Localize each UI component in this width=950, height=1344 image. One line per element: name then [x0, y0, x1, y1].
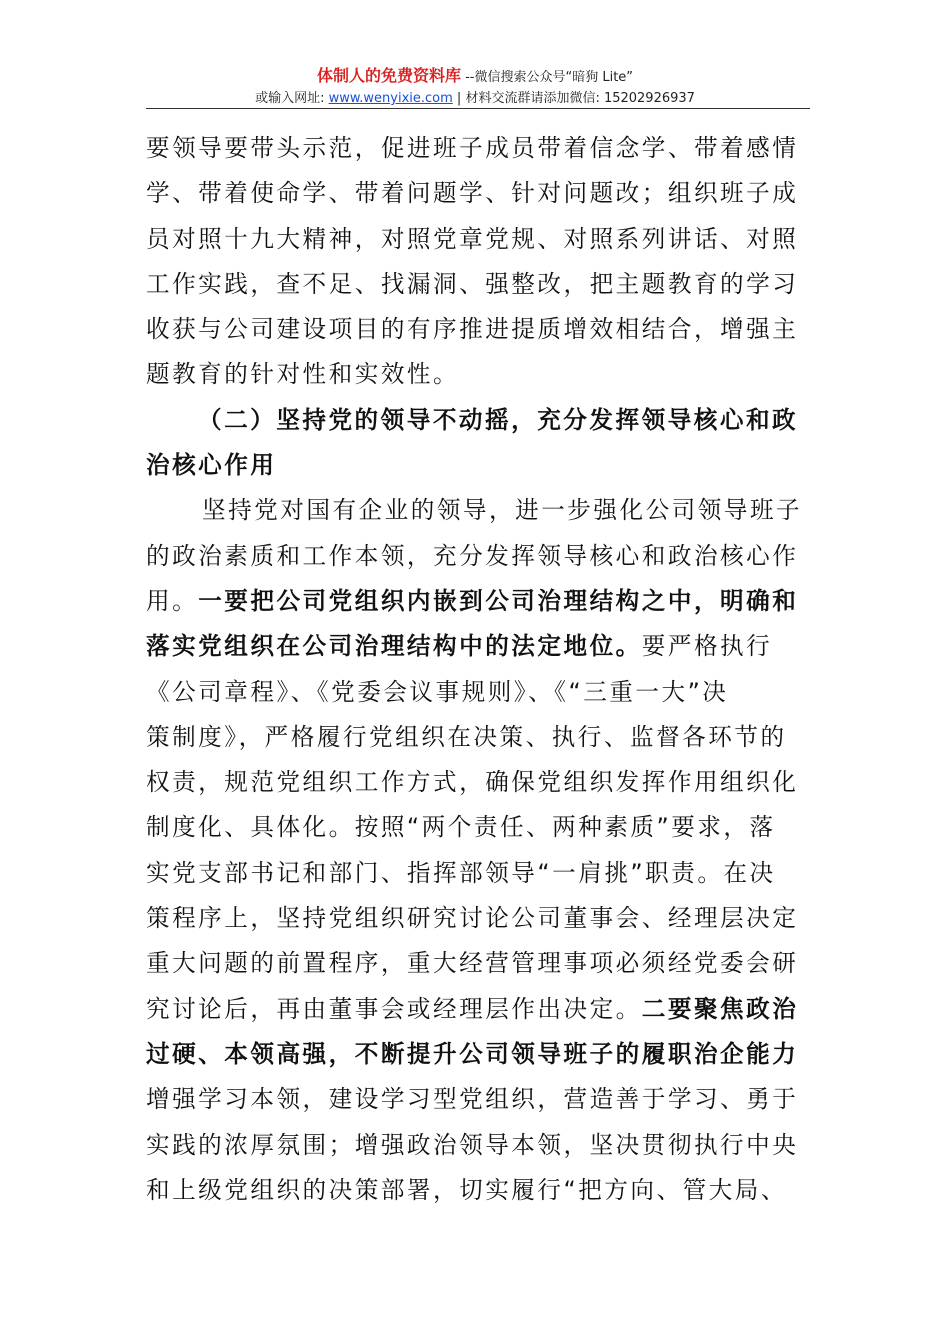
text-line: 的政治素质和工作本领，充分发挥领导核心和政治核心作: [146, 541, 799, 570]
text-line: 坚持党对国有企业的领导，进一步强化公司领导班子: [202, 496, 803, 525]
text-line-mixed: [146, 624, 806, 669]
header-divider: [146, 108, 810, 109]
text-normal: 要严格执行: [641, 632, 773, 661]
text-line: 收获与公司建设项目的有序推进提质增效相结合，增强主: [146, 315, 799, 344]
page-header: [0, 66, 950, 108]
text-line: 增强学习本领，建设学习型党组织，营造善于学习、勇于: [146, 1085, 799, 1114]
text-normal: 究讨论后，再由董事会或经理层作出决定。: [146, 994, 642, 1023]
text-line: 策程序上，坚持党组织研究讨论公司董事会、经理层决定: [146, 904, 799, 933]
text-line-mixed: [146, 579, 806, 624]
site-url-link[interactable]: www.wenyixie.com: [328, 91, 453, 106]
text-bold: 一要把公司党组织内嵌到公司治理结构之中，明确和: [198, 586, 799, 615]
text-line: 策制度》，严格履行党组织在决策、执行、监督各环节的: [146, 722, 787, 751]
text-line: 重大问题的前置程序，重大经营管理事项必须经党委会研: [146, 949, 799, 978]
text-line: 学、带着使命学、带着问题学、针对问题改；组织班子成: [146, 179, 799, 208]
header-title-line: [0, 66, 950, 88]
text-line: 实党支部书记和部门、指挥部领导“一肩挑”职责。在决: [146, 858, 776, 887]
text-line: 员对照十九大精神，对照党章党规、对照系列讲话、对照: [146, 224, 799, 253]
text-line: 制度化、具体化。按照“两个责任、两种素质”要求，落: [146, 813, 776, 842]
section-heading-cont: 治核心作用: [146, 451, 277, 480]
text-bold: 二要聚焦政治: [641, 994, 799, 1023]
text-line: 和上级党组织的决策部署，切实履行“把方向、管大局、: [146, 1175, 787, 1204]
url-prefix: 或输入网址:: [255, 91, 329, 106]
text-line: 权责，规范党组织工作方式，确保党组织发挥作用组织化: [146, 768, 799, 797]
text-line: 实践的浓厚氛围；增强政治领导本领，坚决贯彻执行中央: [146, 1130, 799, 1159]
text-line: 题教育的针对性和实效性。: [146, 360, 460, 389]
text-line: 《公司章程》、《党委会议事规则》、《“三重一大”决: [146, 677, 729, 706]
section-heading: （二）坚持党的领导不动摇，充分发挥领导核心和政: [198, 405, 799, 434]
site-name: 体制人的免费资料库: [316, 66, 461, 85]
text-bold: 落实党组织在公司治理结构中的法定地位。: [146, 632, 642, 661]
contact-info: | 材料交流群请添加微信: 15202926937: [452, 91, 695, 106]
document-body: [146, 126, 806, 1213]
header-contact-line: [0, 90, 950, 108]
text-line-bold: 过硬、本领高强，不断提升公司领导班子的履职治企能力: [146, 1039, 799, 1068]
text-line: 工作实践，查不足、找漏洞、强整改，把主题教育的学习: [146, 269, 799, 298]
text-line-mixed: [146, 987, 806, 1032]
text-line: 要领导要带头示范，促进班子成员带着信念学、带着感情: [146, 134, 799, 162]
text-normal: 用。: [146, 586, 199, 615]
site-note: --微信搜索公众号“暗狗 Lite”: [460, 70, 634, 85]
